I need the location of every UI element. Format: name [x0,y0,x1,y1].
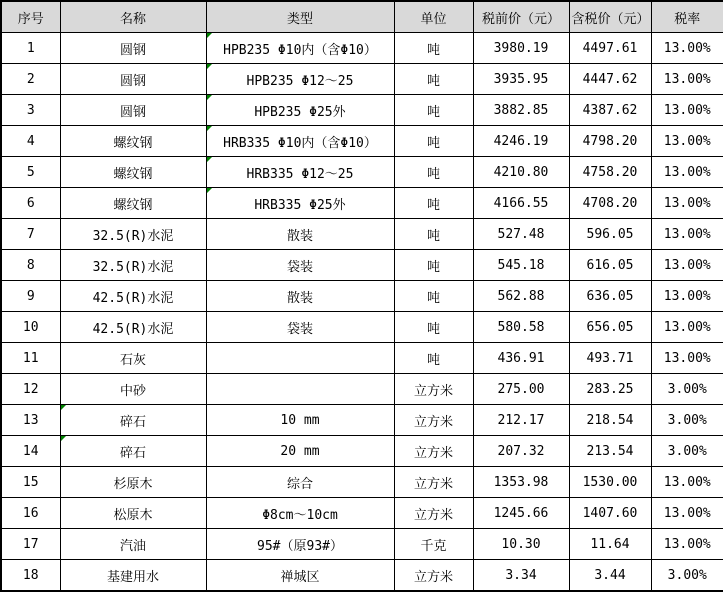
column-header-no[interactable]: 序号 [1,1,60,33]
cell-unit[interactable]: 立方米 [394,374,473,405]
cell-unit[interactable]: 千克 [394,529,473,560]
cell-pretax-price[interactable]: 3.34 [473,560,569,592]
table-row [1,436,723,467]
cell-name[interactable]: 32.5(R)水泥 [60,250,206,281]
cell-unit[interactable]: 吨 [394,64,473,95]
table-row [1,95,723,126]
cell-tax-rate[interactable]: 13.00% [651,188,723,219]
cell-taxincl-price[interactable]: 4497.61 [569,33,651,64]
cell-no[interactable]: 8 [1,250,60,281]
cell-tax-rate[interactable]: 13.00% [651,64,723,95]
cell-unit[interactable]: 吨 [394,33,473,64]
cell-taxincl-price[interactable]: 11.64 [569,529,651,560]
cell-taxincl-price[interactable]: 4758.20 [569,157,651,188]
cell-tax-rate[interactable]: 3.00% [651,405,723,436]
table-row [1,343,723,374]
cell-unit[interactable]: 吨 [394,126,473,157]
cell-pretax-price[interactable]: 580.58 [473,312,569,343]
cell-tax-rate[interactable]: 13.00% [651,33,723,64]
cell-taxincl-price[interactable]: 1530.00 [569,467,651,498]
cell-no[interactable]: 18 [1,560,60,592]
cell-taxincl-price[interactable]: 1407.60 [569,498,651,529]
table-row [1,157,723,188]
cell-no[interactable]: 1 [1,33,60,64]
cell-taxincl-price[interactable]: 4708.20 [569,188,651,219]
cell-pretax-price[interactable]: 4210.80 [473,157,569,188]
table-row [1,126,723,157]
cell-pretax-price[interactable]: 3882.85 [473,95,569,126]
cell-no[interactable]: 4 [1,126,60,157]
cell-no[interactable]: 5 [1,157,60,188]
cell-no[interactable]: 11 [1,343,60,374]
cell-pretax-price[interactable]: 562.88 [473,281,569,312]
cell-taxincl-price[interactable]: 4387.62 [569,95,651,126]
table-row [1,405,723,436]
cell-no[interactable]: 10 [1,312,60,343]
cell-pretax-price[interactable]: 3935.95 [473,64,569,95]
cell-unit[interactable]: 立方米 [394,498,473,529]
cell-tax-rate[interactable]: 3.00% [651,436,723,467]
cell-taxincl-price[interactable]: 596.05 [569,219,651,250]
cell-taxincl-price[interactable]: 616.05 [569,250,651,281]
table-row [1,188,723,219]
cell-no[interactable]: 13 [1,405,60,436]
cell-tax-rate[interactable]: 13.00% [651,126,723,157]
cell-type[interactable]: HRB335 Φ12～25 [206,157,394,188]
cell-pretax-price[interactable]: 3980.19 [473,33,569,64]
cell-comment-flag-icon [207,188,212,193]
cell-pretax-price[interactable]: 10.30 [473,529,569,560]
cell-name[interactable]: 42.5(R)水泥 [60,281,206,312]
cell-tax-rate[interactable]: 13.00% [651,95,723,126]
cell-no[interactable]: 17 [1,529,60,560]
cell-type[interactable]: 袋装 [206,250,394,281]
cell-type[interactable]: HRB335 Φ10内（含Φ10） [206,126,394,157]
table-row [1,312,723,343]
cell-name[interactable]: 基建用水 [60,560,206,592]
cell-no[interactable]: 15 [1,467,60,498]
cell-no[interactable]: 3 [1,95,60,126]
cell-name[interactable]: 松原木 [60,498,206,529]
column-header-type[interactable]: 类型 [206,1,394,33]
cell-unit[interactable]: 吨 [394,250,473,281]
cell-no[interactable]: 16 [1,498,60,529]
cell-taxincl-price[interactable]: 283.25 [569,374,651,405]
table-row [1,250,723,281]
cell-no[interactable]: 6 [1,188,60,219]
cell-name[interactable]: 碎石 [60,436,206,467]
cell-tax-rate[interactable]: 13.00% [651,343,723,374]
cell-name[interactable]: 杉原木 [60,467,206,498]
cell-comment-flag-icon [61,436,66,441]
cell-name[interactable]: 石灰 [60,343,206,374]
table-header-row [1,1,723,33]
cell-unit[interactable]: 立方米 [394,560,473,592]
cell-pretax-price[interactable]: 212.17 [473,405,569,436]
cell-type[interactable]: 20 mm [206,436,394,467]
cell-unit[interactable]: 吨 [394,188,473,219]
cell-pretax-price[interactable]: 1353.98 [473,467,569,498]
cell-tax-rate[interactable]: 3.00% [651,374,723,405]
cell-unit[interactable]: 吨 [394,95,473,126]
cell-tax-rate[interactable]: 13.00% [651,498,723,529]
column-header-tax-rate[interactable]: 税率 [651,1,723,33]
cell-taxincl-price[interactable]: 656.05 [569,312,651,343]
cell-name[interactable]: 中砂 [60,374,206,405]
cell-type[interactable]: HPB235 Φ25外 [206,95,394,126]
cell-name[interactable]: 圆钢 [60,95,206,126]
table-row [1,64,723,95]
cell-type[interactable]: Φ8cm～10cm [206,498,394,529]
cell-comment-flag-icon [207,126,212,131]
cell-tax-rate[interactable]: 13.00% [651,529,723,560]
cell-unit[interactable]: 吨 [394,343,473,374]
cell-type[interactable]: HPB235 Φ10内（含Φ10） [206,33,394,64]
cell-name[interactable]: 32.5(R)水泥 [60,219,206,250]
cell-type[interactable]: HRB335 Φ25外 [206,188,394,219]
cell-comment-flag-icon [207,157,212,162]
table-row [1,219,723,250]
cell-unit[interactable]: 吨 [394,281,473,312]
cell-type[interactable]: 禅城区 [206,560,394,592]
cell-pretax-price[interactable]: 545.18 [473,250,569,281]
cell-tax-rate[interactable]: 13.00% [651,467,723,498]
cell-name[interactable]: 螺纹钢 [60,126,206,157]
cell-unit[interactable]: 吨 [394,219,473,250]
cell-taxincl-price[interactable]: 3.44 [569,560,651,592]
cell-unit[interactable]: 立方米 [394,436,473,467]
cell-unit[interactable]: 立方米 [394,405,473,436]
cell-name[interactable]: 螺纹钢 [60,188,206,219]
cell-type[interactable]: 散装 [206,219,394,250]
cell-name[interactable]: 圆钢 [60,64,206,95]
cell-type[interactable]: 95#（原93#） [206,529,394,560]
cell-tax-rate[interactable]: 13.00% [651,219,723,250]
table-row [1,281,723,312]
cell-tax-rate[interactable]: 13.00% [651,312,723,343]
table-row [1,33,723,64]
cell-type[interactable]: 10 mm [206,405,394,436]
column-header-name[interactable]: 名称 [60,1,206,33]
cell-name[interactable]: 螺纹钢 [60,157,206,188]
cell-pretax-price[interactable]: 436.91 [473,343,569,374]
cell-taxincl-price[interactable]: 493.71 [569,343,651,374]
cell-type[interactable] [206,374,394,405]
cell-name[interactable]: 汽油 [60,529,206,560]
table-row [1,529,723,560]
cell-no[interactable]: 7 [1,219,60,250]
cell-type[interactable]: 袋装 [206,312,394,343]
cell-taxincl-price[interactable]: 4447.62 [569,64,651,95]
cell-no[interactable]: 14 [1,436,60,467]
cell-name[interactable]: 42.5(R)水泥 [60,312,206,343]
cell-taxincl-price[interactable]: 636.05 [569,281,651,312]
cell-tax-rate[interactable]: 13.00% [651,281,723,312]
cell-no[interactable]: 2 [1,64,60,95]
cell-comment-flag-icon [207,33,212,38]
column-header-pretax-price[interactable]: 税前价（元） [473,1,569,33]
cell-type[interactable] [206,343,394,374]
cell-name[interactable]: 碎石 [60,405,206,436]
cell-tax-rate[interactable]: 13.00% [651,250,723,281]
cell-type[interactable]: 散装 [206,281,394,312]
column-header-taxincl-price[interactable]: 含税价（元） [569,1,651,33]
cell-unit[interactable]: 吨 [394,157,473,188]
column-header-unit[interactable]: 单位 [394,1,473,33]
cell-tax-rate[interactable]: 3.00% [651,560,723,592]
table-row [1,374,723,405]
cell-type[interactable]: 综合 [206,467,394,498]
cell-no[interactable]: 12 [1,374,60,405]
cell-comment-flag-icon [61,405,66,410]
table-row [1,560,723,592]
cell-pretax-price[interactable]: 1245.66 [473,498,569,529]
cell-comment-flag-icon [207,95,212,100]
cell-comment-flag-icon [207,64,212,69]
cell-pretax-price[interactable]: 4166.55 [473,188,569,219]
table-row [1,498,723,529]
cell-unit[interactable]: 立方米 [394,467,473,498]
cell-pretax-price[interactable]: 207.32 [473,436,569,467]
cell-pretax-price[interactable]: 4246.19 [473,126,569,157]
cell-name[interactable]: 圆钢 [60,33,206,64]
cell-type[interactable]: HPB235 Φ12～25 [206,64,394,95]
cell-taxincl-price[interactable]: 4798.20 [569,126,651,157]
cell-pretax-price[interactable]: 527.48 [473,219,569,250]
table-row [1,467,723,498]
cell-taxincl-price[interactable]: 213.54 [569,436,651,467]
cell-taxincl-price[interactable]: 218.54 [569,405,651,436]
cell-pretax-price[interactable]: 275.00 [473,374,569,405]
cell-unit[interactable]: 吨 [394,312,473,343]
cell-no[interactable]: 9 [1,281,60,312]
cell-tax-rate[interactable]: 13.00% [651,157,723,188]
